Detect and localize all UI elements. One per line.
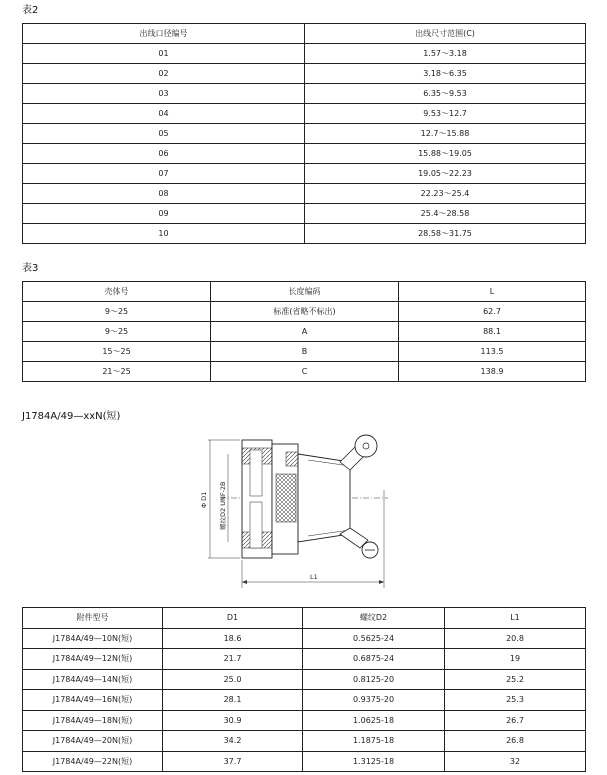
table-cell: 25.2 bbox=[445, 669, 586, 690]
table-cell: 0.5625-24 bbox=[303, 628, 445, 649]
table-cell: 6.35～9.53 bbox=[305, 84, 586, 104]
label-d1: Φ D1 bbox=[200, 491, 208, 508]
table-cell: J1784A/49—14N(短) bbox=[23, 669, 163, 690]
table3-caption: 表3 bbox=[22, 263, 39, 274]
table-cell: 9～25 bbox=[23, 302, 211, 322]
table-cell: 26.7 bbox=[445, 710, 586, 731]
table-row bbox=[23, 224, 586, 244]
label-l1: L1 bbox=[310, 573, 318, 581]
table-cell: 22.23～25.4 bbox=[305, 184, 586, 204]
table-row bbox=[23, 751, 586, 772]
table-cell: 25.3 bbox=[445, 690, 586, 711]
table-cell: 3.18～6.35 bbox=[305, 64, 586, 84]
table-cell: 10 bbox=[23, 224, 305, 244]
table-cell: J1784A/49—10N(短) bbox=[23, 628, 163, 649]
table-cell: 28.1 bbox=[163, 690, 303, 711]
table-cell: 05 bbox=[23, 124, 305, 144]
table-cell: A bbox=[211, 322, 399, 342]
table-cell: J1784A/49—16N(短) bbox=[23, 690, 163, 711]
table-row bbox=[23, 649, 586, 670]
table-row bbox=[23, 104, 586, 124]
table-cell: 12.7～15.88 bbox=[305, 124, 586, 144]
table-cell: 08 bbox=[23, 184, 305, 204]
table-cell: 26.8 bbox=[445, 731, 586, 752]
table-cell: 标准(省略不标出) bbox=[211, 302, 399, 322]
table-row bbox=[23, 342, 586, 362]
table-cell: 20.8 bbox=[445, 628, 586, 649]
table-cell: 06 bbox=[23, 144, 305, 164]
table-header-row bbox=[23, 608, 586, 629]
col-header-outlet-code: 出线口径编号 bbox=[23, 24, 305, 44]
table-cell: J1784A/49—18N(短) bbox=[23, 710, 163, 731]
table-row bbox=[23, 84, 586, 104]
table2-caption: 表2 bbox=[22, 5, 39, 16]
table-cell: 1.1875-18 bbox=[303, 731, 445, 752]
table-cell: 21.7 bbox=[163, 649, 303, 670]
table-cell: J1784A/49—12N(短) bbox=[23, 649, 163, 670]
table-cell: 88.1 bbox=[399, 322, 586, 342]
connector-technical-drawing bbox=[190, 430, 400, 590]
table-header-row bbox=[23, 24, 586, 44]
table-cell: 1.3125-18 bbox=[303, 751, 445, 772]
col-header-l1: L1 bbox=[445, 608, 586, 629]
col-header-length-code: 长度编码 bbox=[211, 282, 399, 302]
table-cell: 21～25 bbox=[23, 362, 211, 382]
table-header-row bbox=[23, 282, 586, 302]
table-cell: 32 bbox=[445, 751, 586, 772]
table-cell: 0.8125-20 bbox=[303, 669, 445, 690]
table-row bbox=[23, 64, 586, 84]
table-cell: 1.57～3.18 bbox=[305, 44, 586, 64]
table-row bbox=[23, 710, 586, 731]
table-cell: 138.9 bbox=[399, 362, 586, 382]
table2-cable-outlet-sizes bbox=[22, 23, 586, 244]
table-cell: C bbox=[211, 362, 399, 382]
table-cell: 01 bbox=[23, 44, 305, 64]
table-cell: J1784A/49—22N(短) bbox=[23, 751, 163, 772]
table-row bbox=[23, 302, 586, 322]
table-row bbox=[23, 204, 586, 224]
table-cell: 0.9375-20 bbox=[303, 690, 445, 711]
table-cell: 15.88～19.05 bbox=[305, 144, 586, 164]
table-cell: B bbox=[211, 342, 399, 362]
table-row bbox=[23, 669, 586, 690]
col-header-d1: D1 bbox=[163, 608, 303, 629]
col-header-thread-d2: 螺纹D2 bbox=[303, 608, 445, 629]
col-header-l: L bbox=[399, 282, 586, 302]
col-header-accessory-model: 附件型号 bbox=[23, 608, 163, 629]
col-header-shell-size: 壳体号 bbox=[23, 282, 211, 302]
table-row bbox=[23, 628, 586, 649]
table-cell: 37.7 bbox=[163, 751, 303, 772]
table-cell: 28.58～31.75 bbox=[305, 224, 586, 244]
table3-length-codes bbox=[22, 281, 586, 382]
table-cell: 62.7 bbox=[399, 302, 586, 322]
drawing-caption: J1784A/49—xxN(短) bbox=[22, 411, 121, 422]
table-cell: 04 bbox=[23, 104, 305, 124]
table-cell: 07 bbox=[23, 164, 305, 184]
table-row bbox=[23, 144, 586, 164]
table-cell: 9.53～12.7 bbox=[305, 104, 586, 124]
table-cell: 25.4～28.58 bbox=[305, 204, 586, 224]
table-cell: 19 bbox=[445, 649, 586, 670]
table-cell: 02 bbox=[23, 64, 305, 84]
col-header-outlet-size-range: 出线尺寸范围(C) bbox=[305, 24, 586, 44]
table-row bbox=[23, 124, 586, 144]
table-cell: 1.0625-18 bbox=[303, 710, 445, 731]
table-cell: 0.6875-24 bbox=[303, 649, 445, 670]
table-cell: 113.5 bbox=[399, 342, 586, 362]
table-row bbox=[23, 184, 586, 204]
table-cell: J1784A/49—20N(短) bbox=[23, 731, 163, 752]
table-row bbox=[23, 322, 586, 342]
table-cell: 9～25 bbox=[23, 322, 211, 342]
table-row bbox=[23, 164, 586, 184]
table4-accessory-dimensions bbox=[22, 607, 586, 772]
table-cell: 15～25 bbox=[23, 342, 211, 362]
table-cell: 18.6 bbox=[163, 628, 303, 649]
table-row bbox=[23, 44, 586, 64]
table-row bbox=[23, 362, 586, 382]
table-row bbox=[23, 731, 586, 752]
table-cell: 30.9 bbox=[163, 710, 303, 731]
table-row bbox=[23, 690, 586, 711]
table-cell: 09 bbox=[23, 204, 305, 224]
label-d2-thread: 螺纹D2 UNF-2B bbox=[219, 481, 227, 530]
table-cell: 19.05～22.23 bbox=[305, 164, 586, 184]
table-cell: 03 bbox=[23, 84, 305, 104]
table-cell: 34.2 bbox=[163, 731, 303, 752]
table-cell: 25.0 bbox=[163, 669, 303, 690]
